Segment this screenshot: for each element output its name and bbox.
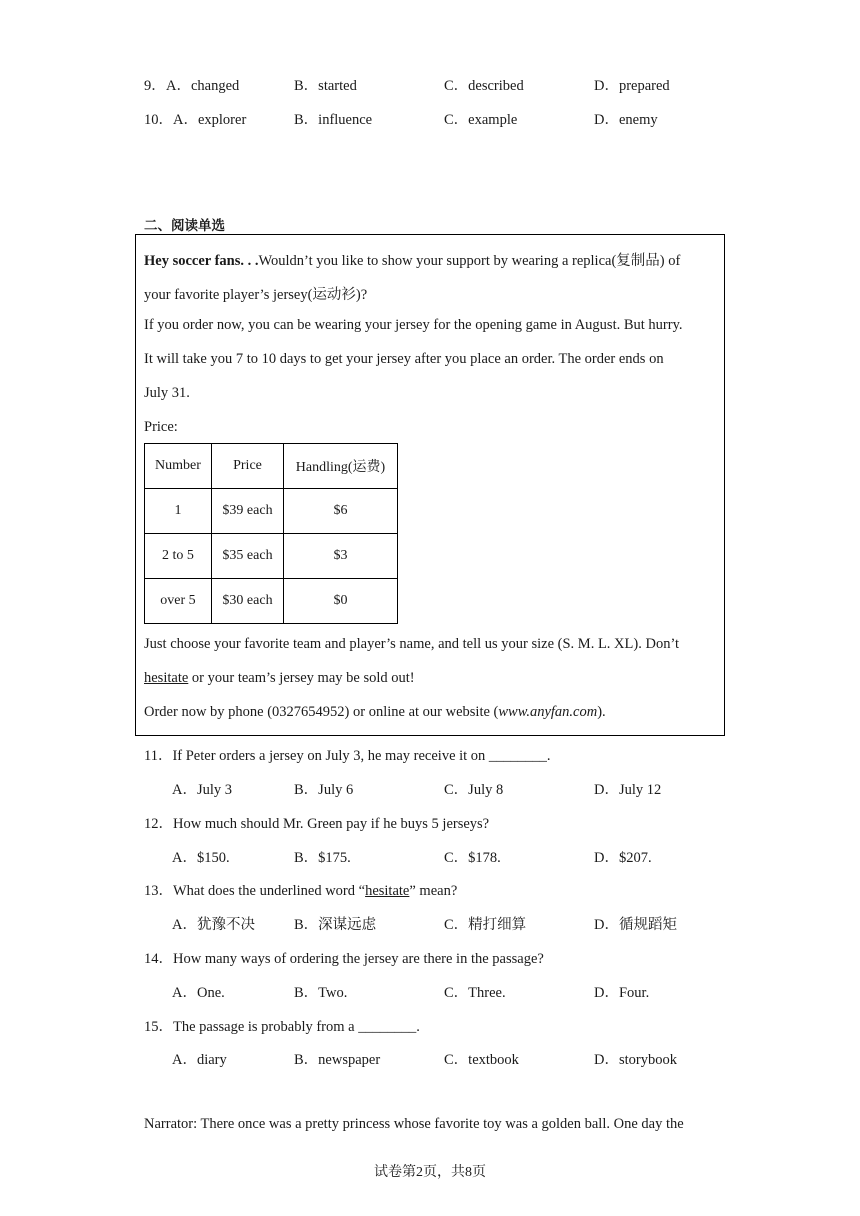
option-a: A．July 3: [172, 782, 233, 798]
question-text: ” mean?: [409, 883, 458, 899]
table-cell: $30 each: [212, 579, 284, 624]
passage-line-4: It will take you 7 to 10 days to get your jersey after you place an order. The order ends on: [144, 351, 664, 367]
option-d: D．storybook: [594, 1052, 677, 1068]
option-d: D．July 12: [594, 782, 662, 798]
section-title: 二、阅读单选: [144, 218, 225, 234]
question-13-options: [0, 913, 860, 933]
table-cell: 1: [145, 489, 212, 534]
option-a: A．$150.: [172, 850, 230, 866]
table-header-cell: Number: [145, 444, 212, 489]
table-header-row: [145, 444, 398, 489]
question-number: 10．: [144, 112, 173, 128]
option-d: D．$207.: [594, 850, 652, 866]
passage-text: Order now by phone (0327654952) or online at our website (: [144, 704, 499, 720]
passage-line-8: [144, 704, 606, 721]
passage-line-6: Just choose your favorite team and player’s name, and tell us your size (S. M. L. XL). Don’t: [144, 636, 680, 652]
table-cell: $35 each: [212, 534, 284, 579]
option-d: D．Four.: [594, 985, 650, 1001]
table-row: [145, 489, 398, 534]
option-b: B．July 6: [294, 782, 354, 798]
passage-text: or your team’s jersey may be sold out!: [188, 670, 415, 686]
option-a: A．One.: [172, 985, 225, 1001]
option-c: C．example: [444, 112, 518, 128]
passage-text: ).: [597, 704, 606, 720]
table-cell: $0: [284, 579, 398, 624]
option-d: D．prepared: [594, 78, 670, 94]
question-12-options: [0, 846, 860, 866]
narrator-line: Narrator: There once was a pretty princess whose favorite toy was a golden ball. One day the: [144, 1116, 684, 1132]
table-cell: over 5: [145, 579, 212, 624]
question-15-options: [0, 1048, 860, 1068]
option-a: A．diary: [172, 1052, 227, 1068]
table-cell: $6: [284, 489, 398, 534]
option-b: B．Two.: [294, 985, 348, 1001]
option-a: A．explorer: [173, 112, 247, 128]
table-cell: $3: [284, 534, 398, 579]
passage-text: Wouldn’t you like to show your support by wearing a replica(复制品) of: [258, 253, 681, 269]
table-cell: $39 each: [212, 489, 284, 534]
passage-line-2: your favorite player’s jersey(运动衫)?: [144, 287, 368, 303]
option-c: C．July 8: [444, 782, 504, 798]
page-footer: 试卷第2页，共8页: [374, 1165, 486, 1180]
option-b: B．$175.: [294, 850, 351, 866]
question-10: [0, 108, 860, 128]
option-a: A．犹豫不决: [172, 917, 255, 933]
price-table: [144, 443, 398, 624]
option-c: C．described: [444, 78, 524, 94]
price-label: Price:: [144, 419, 178, 435]
question-9: [0, 74, 860, 94]
question-15-stem: 15．The passage is probably from a ________.: [144, 1019, 420, 1035]
question-14-options: [0, 981, 860, 1001]
table-header-cell: Price: [212, 444, 284, 489]
question-text: 13．What does the underlined word “: [144, 883, 366, 899]
option-c: C．textbook: [444, 1052, 519, 1068]
passage-line-1: [144, 249, 680, 270]
question-11-options: [0, 778, 860, 798]
table-cell: 2 to 5: [145, 534, 212, 579]
option-b: B．newspaper: [294, 1052, 381, 1068]
question-14-stem: 14．How many ways of ordering the jersey are there in the passage?: [144, 951, 544, 967]
question-number: 9．: [144, 78, 166, 94]
option-b: B．深谋远虑: [294, 917, 377, 933]
option-d: D．enemy: [594, 112, 658, 128]
option-c: C．$178.: [444, 850, 501, 866]
option-a: A．changed: [166, 78, 240, 94]
passage-line-3: If you order now, you can be wearing your jersey for the opening game in August. But hurry.: [144, 317, 683, 333]
option-d: D．循规蹈矩: [594, 917, 677, 933]
underlined-word: hesitate: [365, 883, 410, 899]
underlined-word: hesitate: [144, 670, 189, 686]
question-13-stem: [144, 879, 457, 900]
passage-line-7: [144, 670, 415, 687]
option-c: C．精打细算: [444, 917, 527, 933]
option-b: B．influence: [294, 112, 373, 128]
question-12-stem: 12．How much should Mr. Green pay if he buys 5 jerseys?: [144, 816, 490, 832]
table-row: [145, 579, 398, 624]
option-c: C．Three.: [444, 985, 506, 1001]
website-link: www.anyfan.com: [498, 704, 598, 720]
passage-heading: Hey soccer fans. . .: [144, 253, 259, 269]
passage-line-5: July 31.: [144, 385, 190, 401]
table-header-cell: Handling(运费): [284, 444, 398, 489]
option-b: B．started: [294, 78, 357, 94]
table-row: [145, 534, 398, 579]
question-11-stem: 11．If Peter orders a jersey on July 3, he may receive it on ________.: [144, 748, 551, 764]
